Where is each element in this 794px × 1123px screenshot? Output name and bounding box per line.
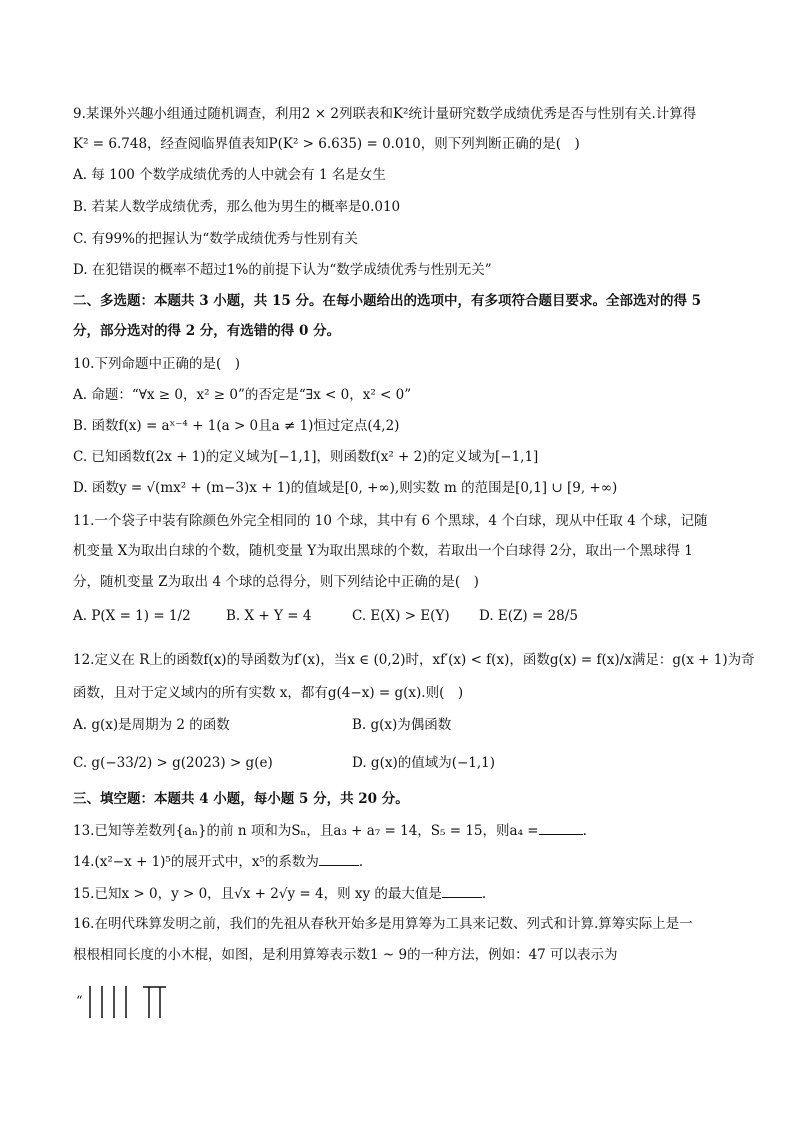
q11-stem-line3: 分，随机变量 Z为取出 4 个球的总得分，则下列结论中正确的是( ) <box>73 574 479 590</box>
q11-stem-line1: 11.一个袋子中装有除颜色外完全相同的 10 个球，其中有 6 个黑球，4 个白球，现从中任取 4 个球，记随 <box>73 513 708 529</box>
q9-stem-line2: K² = 6.748，经查阅临界值表知P(K² > 6.635) = 0.010，则下列判断正确的是( ) <box>73 136 580 152</box>
q10-stem: 10.下列命题中正确的是( ) <box>73 356 241 372</box>
counting-rods-figure <box>76 984 196 1020</box>
q11-stem-line2: 机变量 X为取出白球的个数，随机变量 Y为取出黑球的个数，若取出一个白球得 2分，取出一个黑球得 1 <box>73 543 693 559</box>
q14-end: . <box>358 854 364 870</box>
q16-stem-line1: 16.在明代珠算发明之前，我们的先祖从春秋开始多是用算筹为工具来记数、列式和计算.算筹实际上是一 <box>73 916 693 932</box>
q15-text: 15.已知x > 0，y > 0，且√x + 2√y = 4，则 xy 的最大值是 <box>73 886 442 902</box>
q14-text: 14.(x²−x + 1)⁵的展开式中，x⁵的系数为 <box>73 854 319 870</box>
section3-heading: 三、填空题：本题共 4 小题，每小题 5 分，共 20 分。 <box>73 791 409 807</box>
q14-answer-blank[interactable] <box>319 851 359 866</box>
q10-option-b: B. 函数f(x) = aˣ⁻⁴ + 1(a > 0且a ≠ 1)恒过定点(4,2) <box>73 418 400 434</box>
q13-line <box>73 820 587 841</box>
q9-option-d: D. 在犯错误的概率不超过1%的前提下认为“数学成绩优秀与性别无关” <box>73 262 492 278</box>
q9-option-b: B. 若某人数学成绩优秀，那么他为男生的概率是0.010 <box>73 199 401 215</box>
q16-stem-line2: 根根相同长度的小木棍，如图，是利用算筹表示数1 ~ 9的一种方法，例如：47 可以表示为 <box>73 947 618 963</box>
q11-option-c: C. E(X) > E(Y) <box>352 608 450 624</box>
q15-line <box>73 883 486 904</box>
q15-answer-blank[interactable] <box>442 883 482 898</box>
q12-option-b: B. g(x)为偶函数 <box>352 717 452 733</box>
q10-option-c: C. 已知函数f(2x + 1)的定义域为[−1,1]，则函数f(x² + 2)的定义域为[−1,1] <box>73 449 539 465</box>
counting-rods-svg <box>76 984 196 1020</box>
q10-option-d: D. 函数y = √(mx² + (m−3)x + 1)的值域是[0, +∞),则实数 m 的范围是[0,1] ∪ [9, +∞) <box>73 480 618 496</box>
q13-end: . <box>582 823 587 839</box>
q12-stem-line1: 12.定义在 R上的函数f(x)的导函数为f′(x)，当x ∈ (0,2)时，xf′(x) < f(x)，函数g(x) = f(x)/x满足：g(x + 1)为奇 <box>73 652 755 668</box>
q9-option-c: C. 有99%的把握认为“数学成绩优秀与性别有关 <box>73 231 358 247</box>
section2-heading-line2: 分，部分选对的得 2 分，有选错的得 0 分。 <box>73 323 341 339</box>
q16-open-quote: “ <box>76 994 83 1009</box>
q14-line <box>73 851 363 872</box>
q15-end: . <box>481 886 487 902</box>
q11-option-d: D. E(Z) = 28/5 <box>479 608 578 624</box>
q13-text: 13.已知等差数列{aₙ}的前 n 项和为Sₙ，且a₃ + a₇ = 14，S₅ = 15，则a₄ = <box>73 823 539 839</box>
q12-option-c: C. g(−33/2) > g(2023) > g(e) <box>73 755 273 771</box>
q9-stem-line1: 9.某课外兴趣小组通过随机调查，利用2 × 2列联表和K²统计量研究数学成绩优秀是否与性别有关.计算得 <box>73 106 697 122</box>
q12-stem-line2: 函数，且对于定义域内的所有实数 x，都有g(4−x) = g(x).则( ) <box>73 685 464 701</box>
q12-option-a: A. g(x)是周期为 2 的函数 <box>73 717 230 733</box>
q11-option-b: B. X + Y = 4 <box>226 608 312 624</box>
q9-option-a: A. 每 100 个数学成绩优秀的人中就会有 1 名是女生 <box>73 167 386 183</box>
q11-option-a: A. P(X = 1) = 1/2 <box>73 608 191 624</box>
q12-option-d: D. g(x)的值域为(−1,1) <box>352 755 496 771</box>
q10-option-a: A. 命题：“∀x ≥ 0，x² ≥ 0”的否定是“∃x < 0，x² < 0” <box>73 387 412 403</box>
section2-heading-line1: 二、多选题：本题共 3 小题，共 15 分。在每小题给出的选项中，有多项符合题目要求。全部选对的得 5 <box>73 293 702 309</box>
q13-answer-blank[interactable] <box>539 820 583 835</box>
